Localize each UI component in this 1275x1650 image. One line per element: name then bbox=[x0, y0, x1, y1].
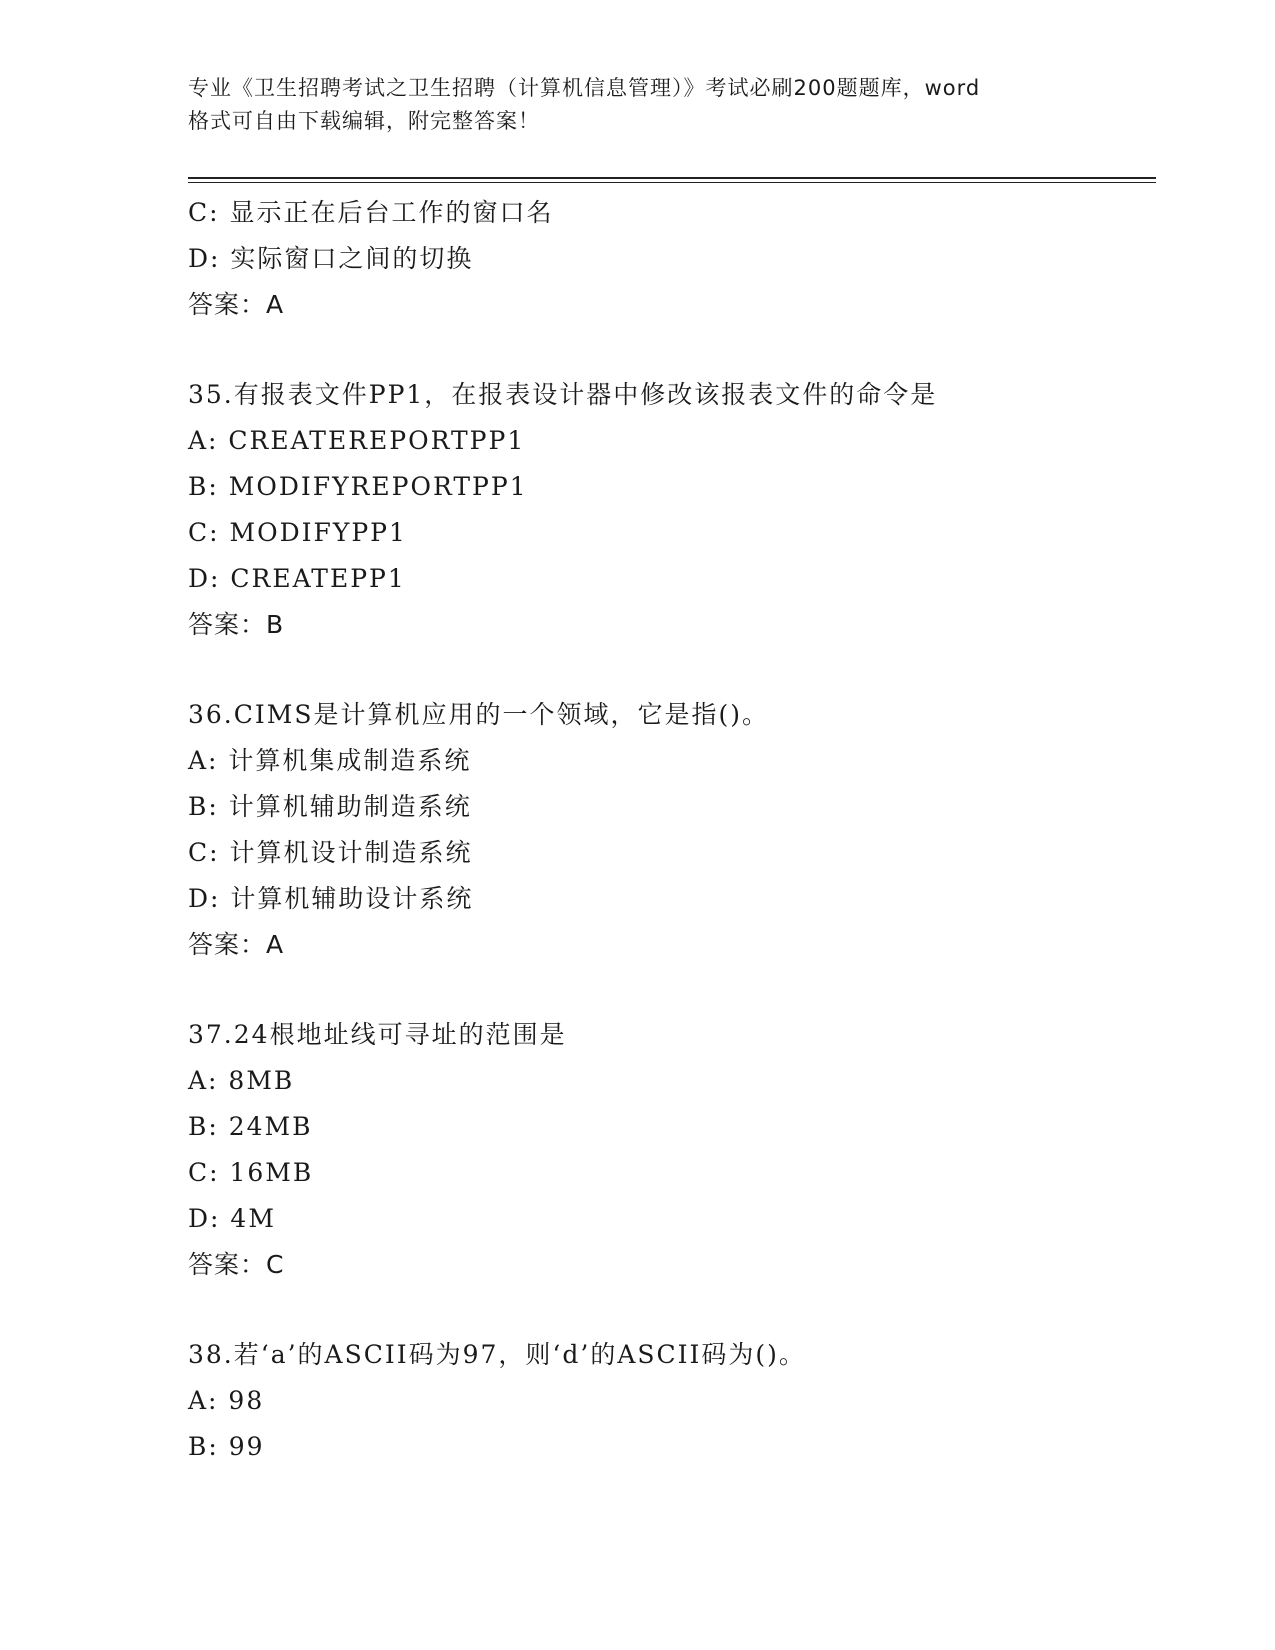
option-c: C: 16MB bbox=[188, 1158, 314, 1187]
answer-line: 答案：A bbox=[188, 930, 285, 959]
option-a: A: 8MB bbox=[188, 1066, 295, 1095]
question-stem: 38.若‘a’的ASCII码为97，则‘d’的ASCII码为()。 bbox=[188, 1340, 806, 1369]
option-b: B: 99 bbox=[188, 1432, 265, 1461]
option-d: D: CREATEPP1 bbox=[188, 564, 406, 593]
question-stem: 37.24根地址线可寻址的范围是 bbox=[188, 1020, 567, 1049]
option-b: B: MODIFYREPORTPP1 bbox=[188, 472, 528, 501]
header-title-line-1: 专业《卫生招聘考试之卫生招聘（计算机信息管理）》考试必刷200题题库，word bbox=[188, 76, 981, 100]
option-c: C: 显示正在后台工作的窗口名 bbox=[188, 198, 554, 227]
option-a: A: 98 bbox=[188, 1386, 265, 1415]
option-d: D: 4M bbox=[188, 1204, 276, 1233]
option-d: D: 实际窗口之间的切换 bbox=[188, 244, 474, 273]
question-34-continued bbox=[188, 190, 1148, 328]
header-title-line-2: 格式可自由下载编辑，附完整答案！ bbox=[188, 109, 540, 133]
header-divider-thin bbox=[188, 182, 1156, 183]
answer-line: 答案：A bbox=[188, 290, 285, 319]
option-c: C: MODIFYPP1 bbox=[188, 518, 407, 547]
question-list bbox=[188, 190, 1148, 1470]
option-c: C: 计算机设计制造系统 bbox=[188, 838, 473, 867]
option-a: A: 计算机集成制造系统 bbox=[188, 746, 472, 775]
option-a: A: CREATEREPORTPP1 bbox=[188, 426, 526, 455]
option-b: B: 24MB bbox=[188, 1112, 313, 1141]
answer-line: 答案：C bbox=[188, 1250, 285, 1279]
option-b: B: 计算机辅助制造系统 bbox=[188, 792, 472, 821]
question-37 bbox=[188, 1012, 1148, 1288]
document-header bbox=[188, 72, 1088, 138]
answer-line: 答案：B bbox=[188, 610, 285, 639]
question-36 bbox=[188, 692, 1148, 968]
question-35 bbox=[188, 372, 1148, 648]
header-divider-thick bbox=[188, 177, 1156, 179]
question-stem: 35.有报表文件PP1，在报表设计器中修改该报表文件的命令是 bbox=[188, 380, 938, 409]
question-38 bbox=[188, 1332, 1148, 1470]
option-d: D: 计算机辅助设计系统 bbox=[188, 884, 474, 913]
question-stem: 36.CIMS是计算机应用的一个领域，它是指()。 bbox=[188, 700, 769, 729]
